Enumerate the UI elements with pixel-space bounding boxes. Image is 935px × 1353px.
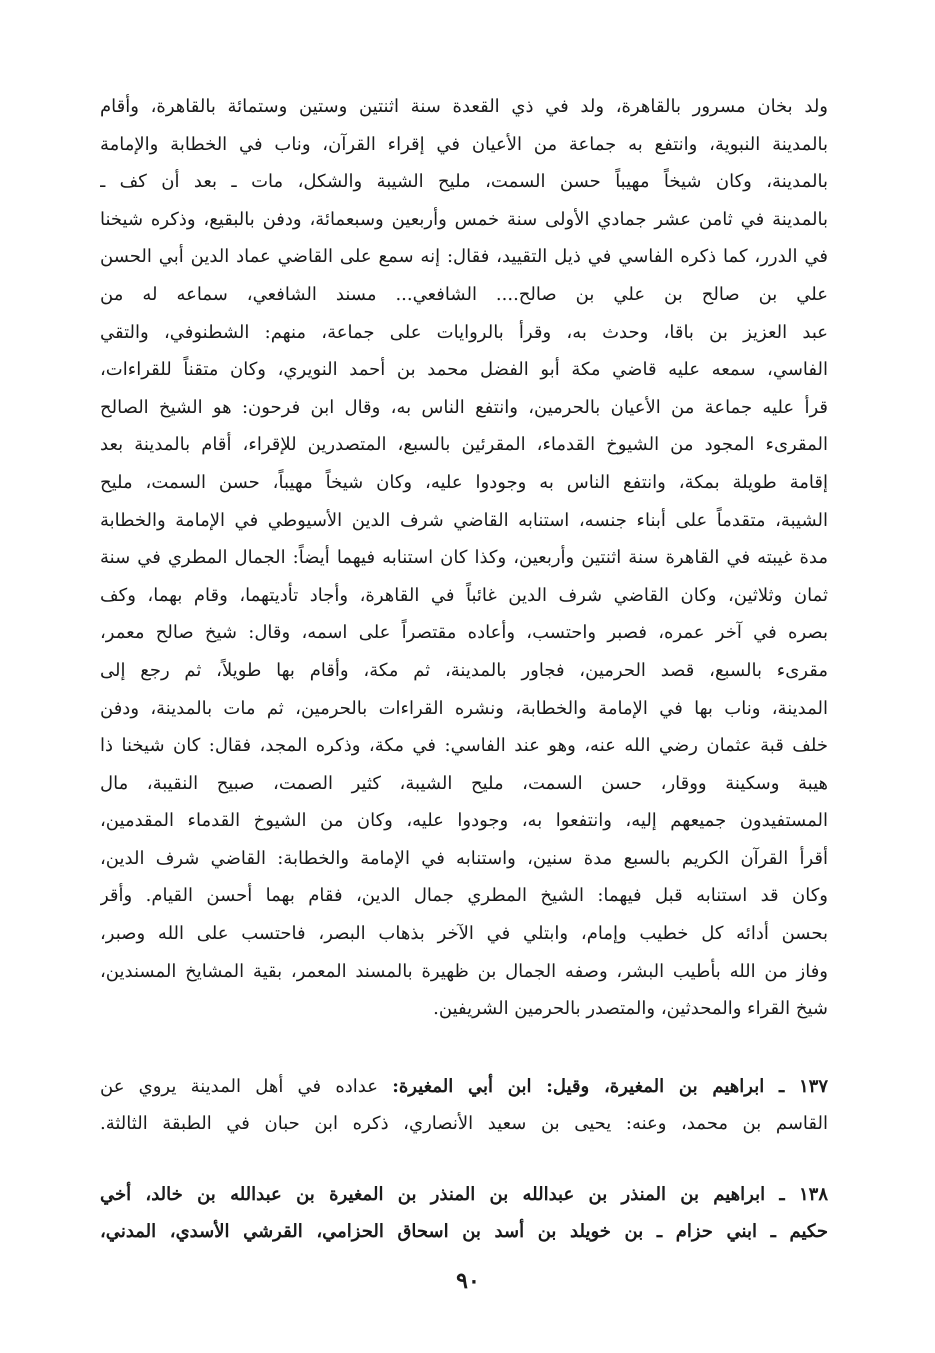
text-line: بالمدينة في ثامن عشر جمادي الأولى سنة خمس وأربعين وسبعمائة، ودفن بالبقيع، وذكره شيخنا (100, 208, 828, 230)
text-line: المدينة، وناب بها في الإمامة والخطابة، ونشره القراءات بالحرمين، ثم مات بالمدينة، ودفن (100, 697, 828, 719)
text-line: ثمان وثلاثين، وكان القاضي شرف الدين غائباً في القاهرة، وأجاد تأديتهما، وقام بهما، وكف (100, 584, 828, 606)
text-line: بالمدينة النبوية، وانتفع به جماعة من الأعيان في إقراء القرآن، وناب في الخطابة والإمامة (100, 133, 828, 155)
text-line: علي بن صالح بن علي بن صالح.... الشافعي... مسند الشافعي، سماعه له من (100, 283, 828, 305)
text-line: المقرىء المجود من الشيوخ القدماء، المقرئين بالسبع، المتصدرين للإقراء، أقام بالمدينة بعد (100, 434, 828, 456)
page-number: ٩٠ (456, 1268, 480, 1294)
text-line: خلف قبة عثمان رضي الله عنه، وهو عند الفاسي: في مكة، وذكره المجد، فقال: كان شيخنا ذا (100, 735, 828, 757)
entry-137-line-2: القاسم بن محمد، وعنه: يحيى بن سعيد الأنصاري، ذكره ابن حبان في الطبقة الثالثة. (100, 1113, 828, 1134)
text-line: المستفيدون جميعهم إليه، وانتفعوا به، وجودوا عليه، وكان من الشيوخ القدماء المقدمين، (100, 810, 828, 832)
text-line: عبد العزيز بن باقا، وحدث به، وقرأ بالروايات على جماعة، منهم: الشطنوفي، والتقي (100, 321, 828, 343)
entry-138-line-2: حكيم ـ ابني حزام ـ بن خويلد بن أسد بن اسحاق الحزامي، القرشي الأسدي، المدني، (100, 1221, 828, 1242)
text-line: قرأ عليه جماعة من الأعيان بالحرمين، وانتفع الناس به، وقال ابن فرحون: هو الشيخ الصالح (100, 396, 828, 418)
entry-137-heading: ١٣٧ ـ ابراهيم بن المغيرة، وقيل: ابن أبي المغيرة: (392, 1076, 828, 1097)
text-line: ولد بخان مسرور بالقاهرة، ولد في ذي القعدة سنة اثنتين وستين وستمائة بالقاهرة، وأقام (100, 96, 828, 117)
main-paragraph (100, 88, 828, 1028)
entry-138-line-1: ١٣٨ ـ ابراهيم بن المنذر بن عبدالله بن المنذر بن المغيرة بن عبدالله بن خالد، أخي (100, 1184, 828, 1205)
text-line: الفاسي، سمعه عليه قاضي مكة أبو الفضل محمد بن أحمد النويري، وكان متقناً للقراءات، (100, 359, 828, 381)
text-line: أقرأ القرآن الكريم بالسبع مدة سنين، واستنابه في الإمامة والخطابة: القاضي شرف الدين، (100, 847, 828, 869)
text-line: وفاز من الله بأطيب البشر، وصفه الجمال بن ظهيرة بالمسند المعمر، بقية المشايخ المسندين، (100, 960, 828, 982)
text-line: هيبة وسكينة ووقار، حسن السمت، مليح الشيبة، كثير الصمت، صبيح النقيبة، مال (100, 772, 828, 794)
text-line: مقرىء بالسبع، قصد الحرمين، فجاور بالمدينة، ثم مكة، وأقام بها طويلاً، ثم رجع إلى (100, 659, 828, 681)
entry-137-line-1 (100, 1068, 828, 1105)
text-line: إقامة طويلة بمكة، وانتفع الناس به وجودوا عليه، وكان شيخاً مهيباً، حسن السمت، مليح (100, 471, 828, 493)
text-line: بحسن أدائه كل خطيب وإمام، وابتلي في الآخر بذهاب البصر، فاحتسب على الله وصبر، (100, 923, 828, 945)
text-line: وكان قد استنابه قبل فيهما: الشيخ المطري جمال الدين، فقام بهما أحسن القيام. وأقر (100, 885, 828, 907)
text-line: في الدرر، كما ذكره الفاسي في ذيل التقييد، فقال: إنه سمع على القاضي عماد الدين أبي الحسن (100, 246, 828, 268)
entry-138 (100, 1176, 828, 1250)
text-line: الشيبة، متقدماً على أبناء جنسه، استنابه القاضي شرف الدين الأسيوطي في الإمامة والخطابة (100, 509, 828, 531)
text-line: بصره في آخر عمره، فصبر واحتسب، وأعاده مقتصراً على اسمه، وقال: شيخ صالح معمر، (100, 622, 828, 644)
text-line: شيخ القراء والمحدثين، والمتصدر بالحرمين الشريفين. (433, 998, 828, 1020)
entry-137 (100, 1068, 828, 1142)
text-line: مدة غيبته في القاهرة سنة اثنتين وأربعين، وكذا كان استنابه فيهما أيضاً: الجمال المطري في سنة (100, 547, 828, 569)
entry-137-line-1-rest: عداده في أهل المدينة يروي عن (100, 1076, 393, 1097)
text-line: بالمدينة، وكان شيخاً مهيباً حسن السمت، مليح الشيبة والشكل، مات ـ بعد أن كف ـ (100, 171, 828, 193)
